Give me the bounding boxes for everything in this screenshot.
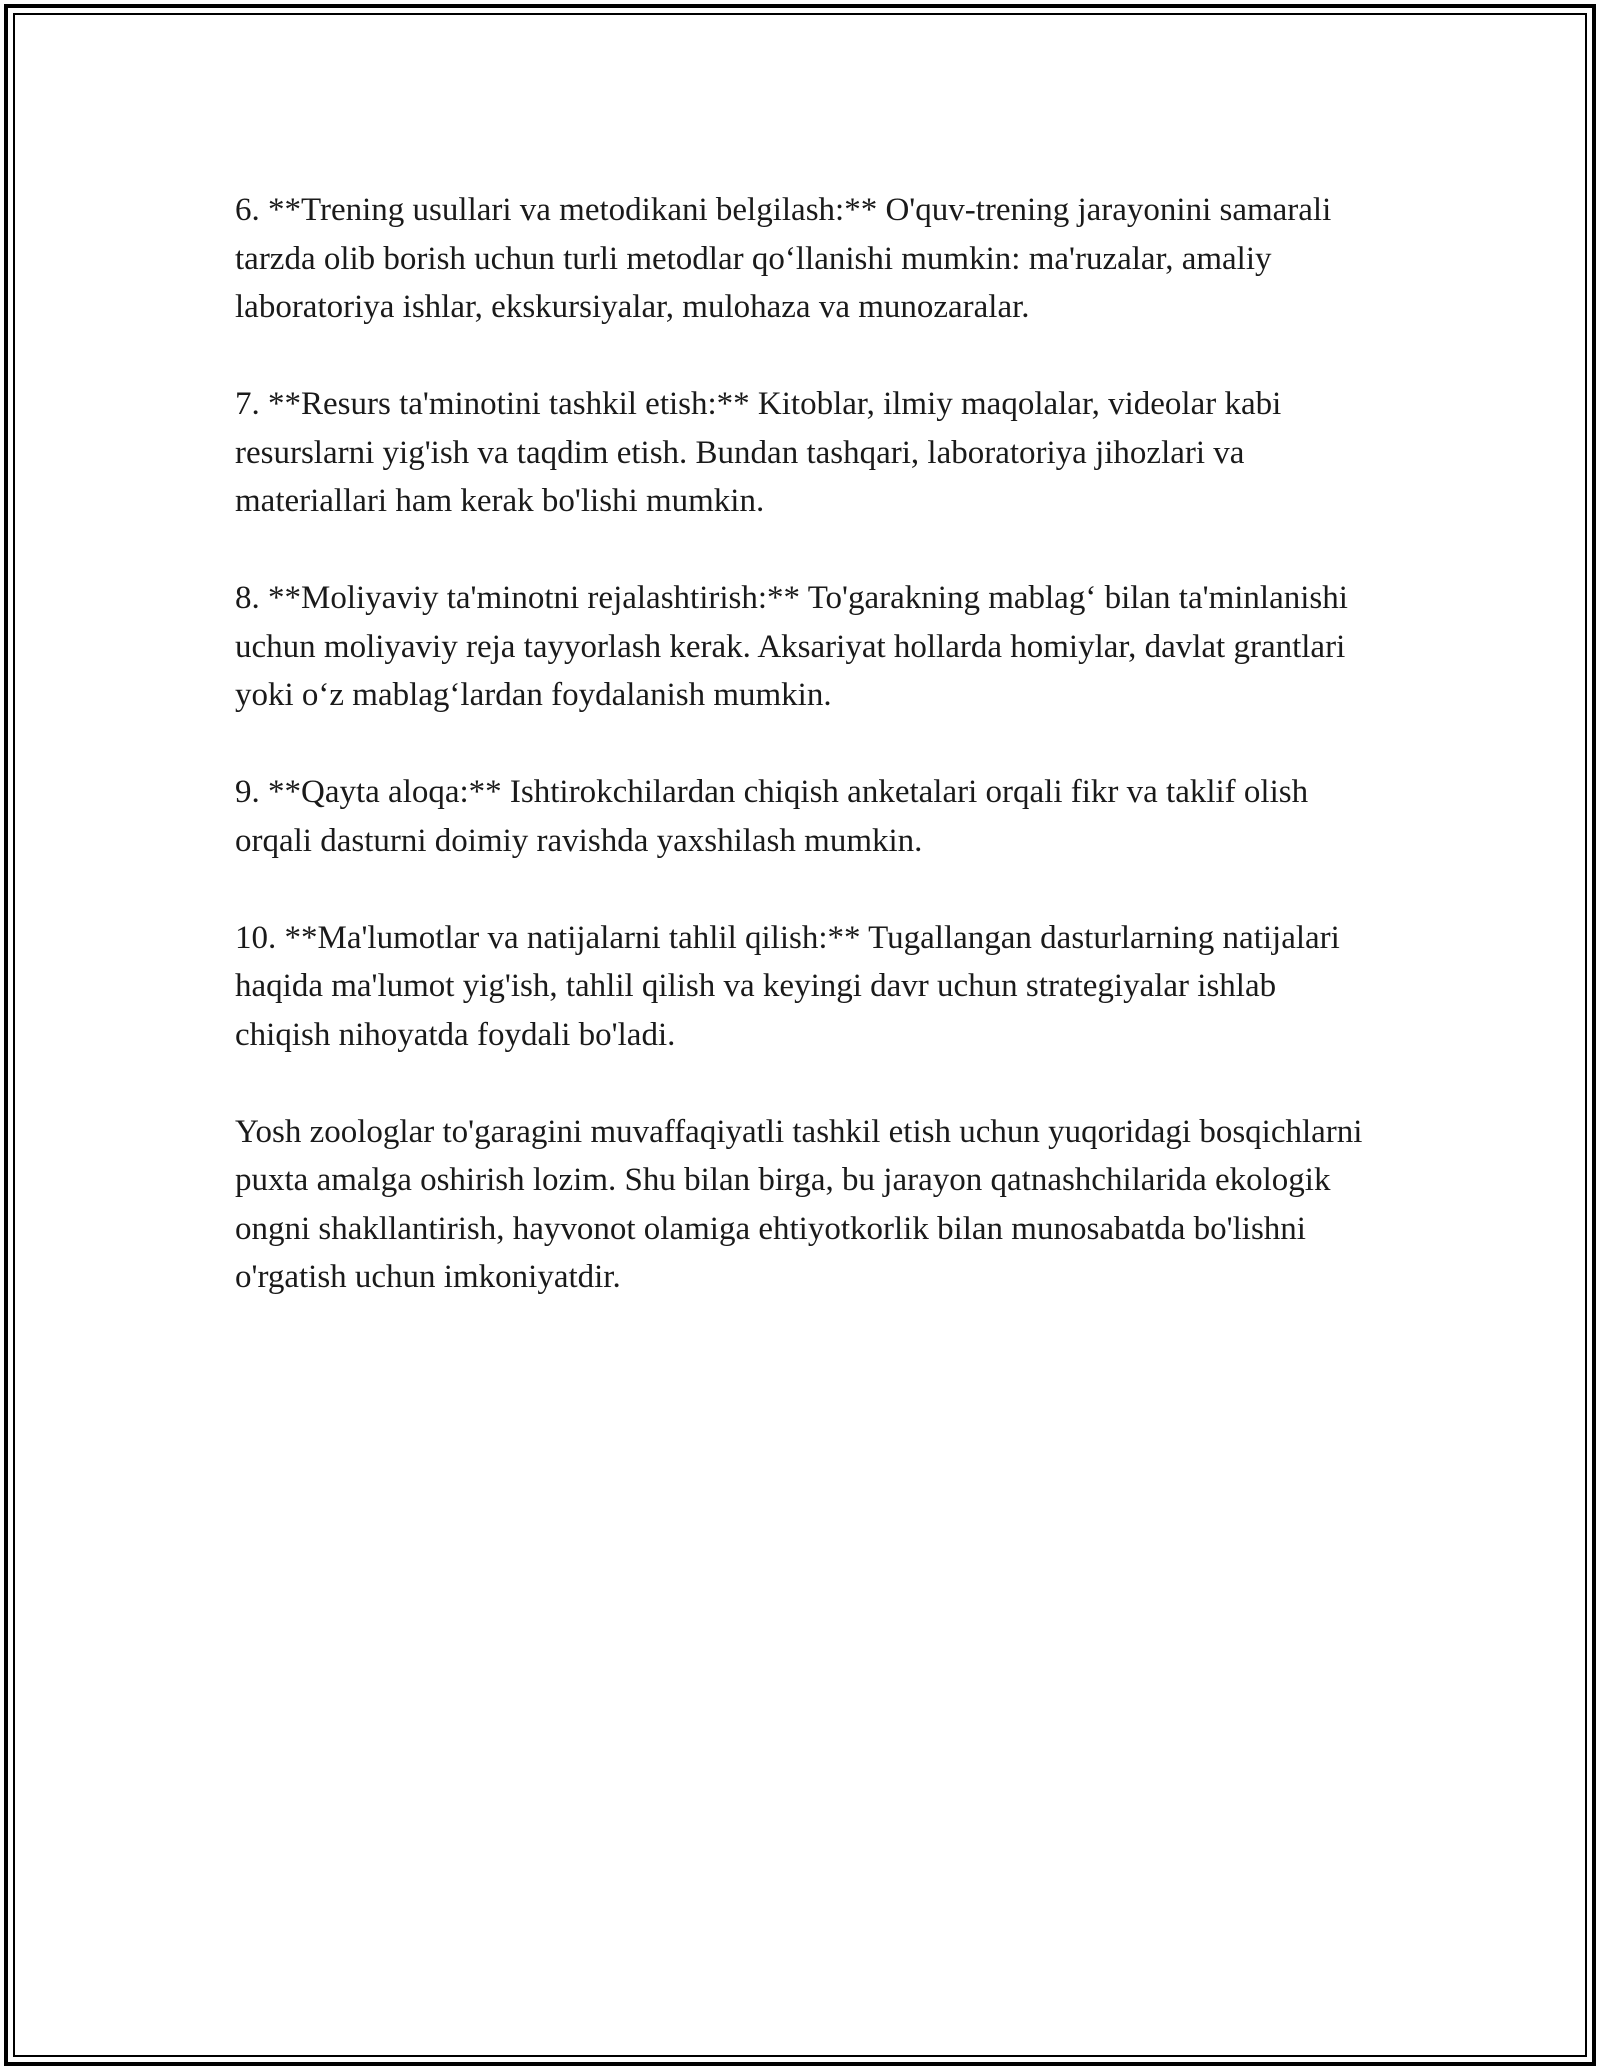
paragraph-step-7: 7. **Resurs ta'minotini tashkil etish:** Kitoblar, ilmiy maqolalar, videolar kabi resurslarni yig'ish va taqdim etish. Bundan tashqari, laboratoriya jihozlari va materiallari ham kerak bo'lishi mumkin. <box>235 386 1282 519</box>
paragraph-conclusion: Yosh zoologlar to'garagini muvaffaqiyatli tashkil etish uchun yuqoridagi bosqichlarni puxta amalga oshirish lozim. Shu bilan birga, bu jarayon qatnashchilarida ekologik ongni shakllantirish, hayvonot olamiga ehtiyotkorlik bilan munosabatda bo'lishni o'rgatish uchun imkoniyatdir. <box>235 1113 1363 1295</box>
paragraph-step-6: 6. **Trening usullari va metodikani belgilash:** O'quv-trening jarayonini samarali tarzda olib borish uchun turli metodlar qo‘llanishi mumkin: ma'ruzalar, amaliy laboratoriya ishlar, ekskursiyalar, mulohaza va munozaralar. <box>235 192 1332 325</box>
paragraph-step-9: 9. **Qayta aloqa:** Ishtirokchilardan chiqish anketalari orqali fikr va taklif olish orqali dasturni doimiy ravishda yaxshilash mumkin. <box>235 774 1309 859</box>
document-body <box>235 186 1365 1350</box>
paragraph-step-8: 8. **Moliyaviy ta'minotni rejalashtirish:** To'garakning mablag‘ bilan ta'minlanishi uchun moliyaviy reja tayyorlash kerak. Aksariyat hollarda homiylar, davlat grantlari yoki o‘z mablag‘lardan foydalanish mumkin. <box>235 580 1348 713</box>
paragraph-step-10: 10. **Ma'lumotlar va natijalarni tahlil qilish:** Tugallangan dasturlarning natijalari haqida ma'lumot yig'ish, tahlil qilish va keyingi davr uchun strategiyalar ishlab chiqish nihoyatda foydali bo'ladi. <box>235 919 1340 1053</box>
